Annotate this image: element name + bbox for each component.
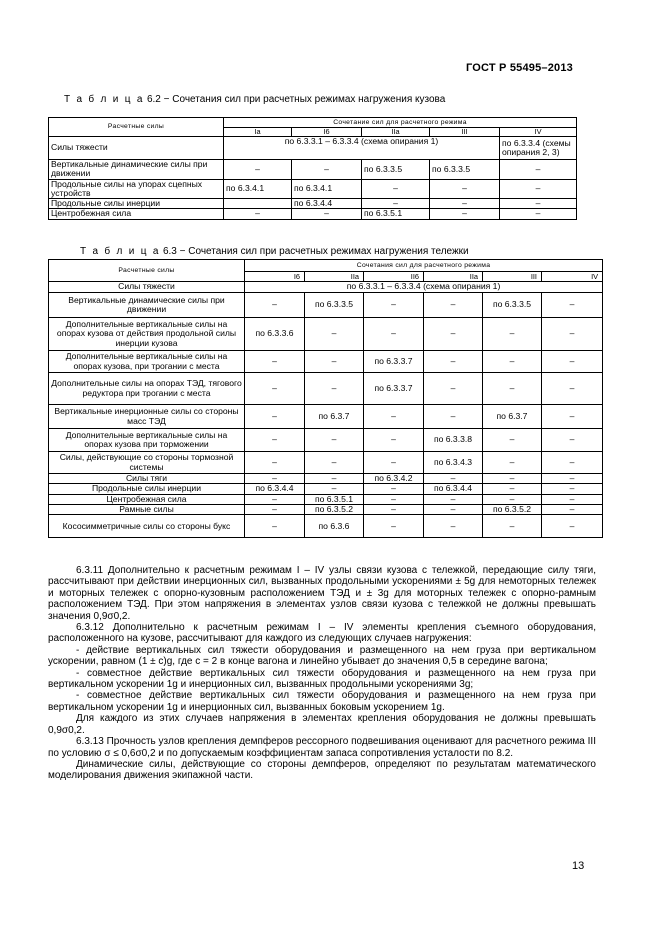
table-cell: по 6.3.5.1	[305, 494, 364, 504]
table-title: 6.3 − Сочетания сил при расчетных режимах нагружения тележки	[162, 246, 469, 257]
table-cell: по 6.3.5.1	[362, 209, 430, 219]
table-cell: –	[430, 179, 500, 199]
table-cell: –	[245, 293, 305, 318]
table-cell: –	[245, 452, 305, 474]
table-cell: –	[245, 429, 305, 452]
table-cell: –	[542, 452, 603, 474]
table-cell: –	[364, 515, 424, 538]
row-label: Силы тяжести	[49, 282, 245, 293]
table-cell: –	[542, 515, 603, 538]
document-standard-number: ГОСТ Р 55495–2013	[465, 62, 573, 74]
table-cell: –	[305, 452, 364, 474]
mode-header: IV	[500, 128, 577, 137]
table-cell: –	[542, 373, 603, 405]
table-cell: –	[364, 429, 424, 452]
table-cell: –	[245, 494, 305, 504]
table-cell: –	[430, 209, 500, 219]
mode-header: I6	[245, 272, 305, 282]
paragraph: - действие вертикальных сил тяжести оборудования и размещенного на нем груза при вертикальном ускорении, равном (1 ± c)g, где c = 2 в конце вагона и линейно убывает до значения 0,5 в середине вагона;	[48, 644, 596, 668]
row-label: Продольные силы на упорах сцепных устройств	[49, 179, 224, 199]
table-cell: –	[542, 504, 603, 514]
table-cell: –	[483, 484, 542, 494]
table-cell: –	[364, 318, 424, 351]
body-text	[48, 565, 596, 782]
table-cell: –	[245, 474, 305, 484]
table-cell: –	[305, 373, 364, 405]
table-word: Т а б л и ц а	[80, 246, 161, 257]
mode-header: IV	[542, 272, 603, 282]
table-6-3	[48, 259, 603, 538]
table-cell: по 6.3.3.8	[424, 429, 483, 452]
table-cell: –	[483, 429, 542, 452]
table-cell: по 6.3.4.3	[424, 452, 483, 474]
group-header: Сочетание сил для расчетного режима	[224, 118, 577, 128]
table-cell: –	[364, 452, 424, 474]
table-cell: –	[424, 293, 483, 318]
table-cell: –	[245, 504, 305, 514]
table-cell: по 6.3.3.5	[483, 293, 542, 318]
row-label: Дополнительные силы на опорах ТЭД, тягового редуктора при трогании с места	[49, 373, 245, 405]
table-cell	[224, 199, 292, 209]
mode-header: III	[483, 272, 542, 282]
table-cell: –	[424, 318, 483, 351]
table-cell: по 6.3.4.4	[292, 199, 362, 209]
table-6-3-caption	[80, 246, 469, 257]
table-cell: по 6.3.3.5	[362, 160, 430, 180]
table-6-2-caption	[64, 94, 445, 105]
table-cell: –	[424, 474, 483, 484]
table-cell: –	[305, 351, 364, 373]
table-cell: –	[245, 373, 305, 405]
table-cell: по 6.3.3.5	[305, 293, 364, 318]
table-cell: –	[500, 209, 577, 219]
table-cell: по 6.3.6	[305, 515, 364, 538]
table-cell: по 6.3.3.7	[364, 373, 424, 405]
table-cell: по 6.3.4.4	[424, 484, 483, 494]
table-cell: –	[483, 474, 542, 484]
table-cell: –	[542, 429, 603, 452]
table-cell: –	[542, 494, 603, 504]
table-cell: –	[542, 484, 603, 494]
table-cell: –	[364, 504, 424, 514]
row-label: Дополнительные вертикальные силы на опорах кузова, при трогании с места	[49, 351, 245, 373]
table-cell: по 6.3.7	[305, 405, 364, 429]
row-label: Вертикальные инерционные силы со стороны масс ТЭД	[49, 405, 245, 429]
table-cell: –	[542, 318, 603, 351]
paragraph: - совместное действие вертикальных сил тяжести оборудования и размещенного на нем груза при вертикальном ускорении 1g и инерционных сил, вызванных продольными ускорениями 3g;	[48, 667, 596, 691]
mode-header: IIa	[424, 272, 483, 282]
table-cell: –	[364, 484, 424, 494]
table-cell: –	[542, 474, 603, 484]
row-label: Дополнительные вертикальные силы на опорах кузова от действия продольной силы инерции кузова	[49, 318, 245, 351]
table-cell: –	[500, 160, 577, 180]
paragraph: Динамические силы, действующие со стороны демпферов, определяют по результатам математического моделирования движения экипажной части.	[48, 758, 596, 782]
row-label: Вертикальные динамические силы при движении	[49, 160, 224, 180]
table-cell: по 6.3.3.4 (схемы опирания 2, 3)	[500, 137, 577, 160]
row-label: Продольные силы инерции	[49, 484, 245, 494]
mode-header: IIa	[305, 272, 364, 282]
table-cell: по 6.3.7	[483, 405, 542, 429]
mode-header: IIa	[362, 128, 430, 137]
merged-cell: по 6.3.3.1 – 6.3.3.4 (схема опирания 1)	[224, 137, 500, 160]
merged-cell: по 6.3.3.1 – 6.3.3.4 (схема опирания 1)	[245, 282, 603, 293]
row-label: Центробежная сила	[49, 494, 245, 504]
mode-header: Ia	[224, 128, 292, 137]
table-cell: –	[245, 405, 305, 429]
table-cell: –	[424, 351, 483, 373]
table-cell: по 6.3.3.7	[364, 351, 424, 373]
table-cell: –	[224, 209, 292, 219]
table-cell: –	[483, 515, 542, 538]
table-cell: по 6.3.5.2	[305, 504, 364, 514]
table-cell: –	[483, 318, 542, 351]
table-cell: –	[364, 405, 424, 429]
table-cell: по 6.3.5.2	[483, 504, 542, 514]
table-cell: по 6.3.4.1	[292, 179, 362, 199]
table-cell: –	[500, 179, 577, 199]
table-cell: по 6.3.3.5	[430, 160, 500, 180]
table-cell: –	[305, 318, 364, 351]
paragraph: 6.3.13 Прочность узлов крепления демпферов рессорного подвешивания оценивают для расчетного режима III по условию σ ≤ 0,6σ0,2 и по допускаемым коэффициентам запаса сопротивления усталости по 8.2.	[48, 736, 596, 759]
mode-header: II6	[364, 272, 424, 282]
page-number: 13	[572, 860, 585, 872]
table-cell: –	[424, 504, 483, 514]
table-cell: –	[305, 484, 364, 494]
mode-header: III	[430, 128, 500, 137]
table-cell: –	[483, 452, 542, 474]
col-header-forces: Расчетные силы	[49, 260, 245, 282]
row-label: Силы, действующие со стороны тормозной системы	[49, 452, 245, 474]
table-cell: –	[292, 160, 362, 180]
group-header: Сочетания сил для расчетного режима	[245, 260, 603, 272]
col-header-forces: Расчетные силы	[49, 118, 224, 137]
row-label: Вертикальные динамические силы при движении	[49, 293, 245, 318]
table-cell: по 6.3.3.6	[245, 318, 305, 351]
table-cell: –	[245, 351, 305, 373]
row-label: Кососимметричные силы со стороны букс	[49, 515, 245, 538]
table-cell: –	[292, 209, 362, 219]
table-cell: –	[542, 351, 603, 373]
table-cell: –	[430, 199, 500, 209]
paragraph: Для каждого из этих случаев напряжения в элементах крепления оборудования не должны превышать 0,9σ0,2.	[48, 713, 596, 736]
table-cell: –	[542, 293, 603, 318]
table-cell: –	[500, 199, 577, 209]
table-cell: –	[424, 405, 483, 429]
mode-header: I6	[292, 128, 362, 137]
table-cell: –	[362, 179, 430, 199]
table-cell: –	[364, 494, 424, 504]
row-label: Дополнительные вертикальные силы на опорах кузова при торможении	[49, 429, 245, 452]
table-cell: –	[483, 494, 542, 504]
row-label: Центробежная сила	[49, 209, 224, 219]
row-label: Продольные силы инерции	[49, 199, 224, 209]
table-cell: по 6.3.4.4	[245, 484, 305, 494]
table-cell: –	[424, 373, 483, 405]
table-cell: –	[245, 515, 305, 538]
paragraph: - совместное действие вертикальных сил тяжести оборудования и размещенного на нем груза при вертикальном ускорении 1g и инерционных сил, вызванных боковым ускорением 1g.	[48, 690, 596, 713]
table-cell: –	[542, 405, 603, 429]
table-6-2	[48, 117, 577, 220]
row-label: Силы тяжести	[49, 137, 224, 160]
row-label: Рамные силы	[49, 504, 245, 514]
table-cell: –	[483, 373, 542, 405]
table-cell: –	[362, 199, 430, 209]
paragraph: 6.3.12 Дополнительно к расчетным режимам I – IV элементы крепления съемного оборудования, расположенного на кузове, рассчитывают для каждого из следующих случаев нагружения:	[48, 622, 596, 645]
table-cell: по 6.3.4.1	[224, 179, 292, 199]
table-title: 6.2 − Сочетания сил при расчетных режимах нагружения кузова	[146, 94, 446, 105]
table-cell: –	[305, 429, 364, 452]
table-cell: –	[305, 474, 364, 484]
table-cell: –	[424, 494, 483, 504]
table-cell: по 6.3.4.2	[364, 474, 424, 484]
table-cell: –	[364, 293, 424, 318]
row-label: Силы тяги	[49, 474, 245, 484]
table-cell: –	[224, 160, 292, 180]
paragraph: 6.3.11 Дополнительно к расчетным режимам I – IV узлы связи кузова с тележкой, передающие силу тяги, рассчитывают при действии инерционных сил, вызванных продольными ускорениями ± 5g для немоторных тележек и моторных тележек с опорно-кузовным расположением ТЭД и ± 3g для моторных тележек с опорно-рамным расположением ТЭД. При этом напряжения в элементах узлов связи кузова с тележкой не должны превышать значения 0,9σ0,2.	[48, 565, 596, 622]
table-word: Т а б л и ц а	[64, 94, 145, 105]
table-cell: –	[483, 351, 542, 373]
table-cell: –	[424, 515, 483, 538]
